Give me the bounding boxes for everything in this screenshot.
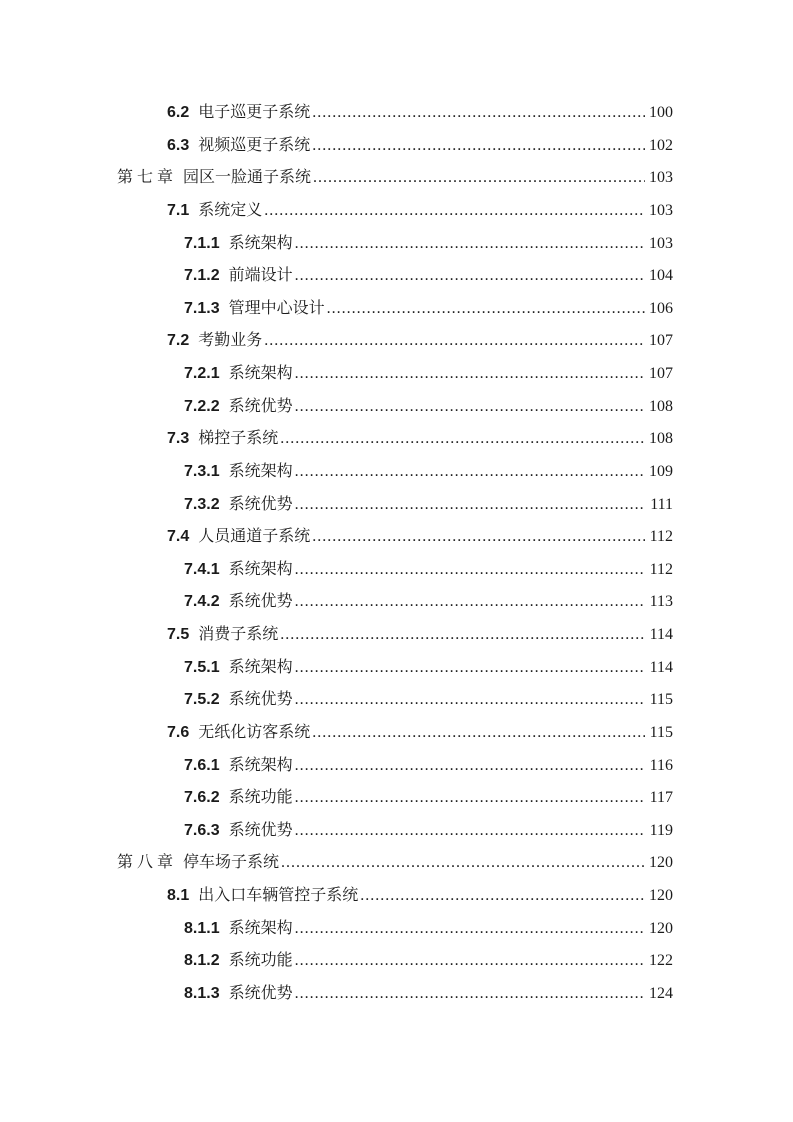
toc-entry[interactable]	[117, 293, 673, 326]
toc-page-number: 120	[649, 854, 673, 872]
toc-entry-title: 系统定义	[198, 201, 263, 219]
dot-leader	[295, 358, 645, 391]
toc-page-number: 106	[649, 299, 673, 317]
dot-leader	[295, 586, 645, 619]
toc-entry-title: 前端设计	[228, 267, 293, 285]
toc-entry-title: 系统优势	[228, 593, 293, 611]
toc-entry-title: 系统架构	[228, 560, 293, 578]
dot-leader	[295, 750, 645, 783]
toc-entry[interactable]	[117, 489, 673, 522]
toc-page-number: 103	[649, 201, 673, 219]
dot-leader	[295, 260, 645, 293]
dot-leader	[280, 619, 645, 652]
dot-leader	[312, 521, 645, 554]
toc-entry-title: 系统功能	[228, 952, 293, 970]
dot-leader	[295, 815, 645, 848]
toc-entry-number: 7.4.2	[184, 593, 220, 611]
toc-entry[interactable]	[117, 260, 673, 293]
toc-page-number: 124	[649, 984, 673, 1002]
toc-entry[interactable]	[117, 97, 673, 130]
toc-entry[interactable]	[117, 358, 673, 391]
toc-entry-number: 7.5.1	[184, 658, 220, 676]
toc-page-number: 109	[649, 462, 673, 480]
toc-entry-number: 8.1.2	[184, 952, 220, 970]
toc-entry[interactable]	[117, 228, 673, 261]
toc-entry[interactable]	[117, 195, 673, 228]
toc-page-number: 108	[649, 430, 673, 448]
toc-page-number: 107	[649, 365, 673, 382]
toc-entry-title: 系统功能	[228, 789, 293, 807]
toc-page-number: 100	[649, 104, 673, 121]
toc-entry-number: 7.5	[167, 626, 190, 643]
toc-entry-number: 6.2	[167, 104, 190, 121]
toc-entry[interactable]	[117, 978, 673, 1011]
dot-leader	[327, 293, 645, 326]
toc-entry-number: 7.1.1	[184, 234, 220, 252]
toc-entry[interactable]	[117, 652, 673, 685]
toc-entry-number: 8.1.1	[184, 919, 220, 937]
toc-page-number: 120	[649, 919, 673, 937]
toc-entry-title: 系统优势	[228, 397, 293, 415]
toc-entry-number: 7.6	[167, 723, 190, 741]
toc-page-number: 112	[649, 560, 673, 578]
toc-entry-number: 第 七 章	[117, 169, 174, 187]
dot-leader	[295, 391, 645, 424]
toc-entry-title: 消费子系统	[198, 626, 279, 643]
dot-leader	[312, 130, 645, 163]
toc-entry-title: 考勤业务	[198, 332, 263, 350]
toc-entry-title: 管理中心设计	[228, 299, 325, 317]
toc-page-number: 122	[649, 952, 673, 970]
toc-page-number: 103	[649, 169, 673, 187]
toc-entry-title: 系统架构	[228, 658, 293, 676]
toc-page-number: 117	[649, 789, 673, 807]
toc-entry[interactable]	[117, 815, 673, 848]
toc-page-number: 115	[649, 723, 673, 741]
toc-entry[interactable]	[117, 456, 673, 489]
toc-page-number: 107	[649, 332, 673, 350]
toc-entry-title: 视频巡更子系统	[198, 136, 311, 154]
toc-page-number: 114	[649, 658, 673, 676]
toc-entry[interactable]	[117, 684, 673, 717]
toc-entry-title: 停车场子系统	[183, 854, 280, 872]
toc-entry[interactable]	[117, 782, 673, 815]
dot-leader	[264, 325, 645, 358]
toc-page-number: 111	[650, 495, 673, 513]
toc-page-number: 119	[649, 821, 673, 839]
toc-entry-number: 7.1	[167, 201, 190, 219]
toc-entry-title: 系统优势	[228, 691, 293, 709]
toc-entry-title: 系统优势	[228, 984, 293, 1002]
toc-entry-title: 梯控子系统	[198, 430, 279, 448]
toc-entry-number: 7.3.1	[184, 462, 220, 480]
toc-entry-number: 7.2	[167, 332, 190, 350]
toc-entry[interactable]	[117, 521, 673, 554]
toc-page-number: 115	[649, 691, 673, 709]
toc-entry-title: 系统架构	[228, 919, 293, 937]
toc-entry-number: 7.6.1	[184, 756, 220, 774]
toc-entry-title: 人员通道子系统	[198, 528, 311, 546]
toc-entry-title: 系统架构	[228, 365, 293, 382]
dot-leader	[295, 684, 645, 717]
toc-entry-title: 系统架构	[228, 756, 293, 774]
toc-entry-title: 电子巡更子系统	[198, 104, 311, 121]
toc-entry-number: 7.6.2	[184, 789, 220, 807]
toc-entry-number: 7.2.2	[184, 397, 220, 415]
toc-entry[interactable]	[117, 554, 673, 587]
toc-entry[interactable]	[117, 586, 673, 619]
toc-entry-number: 7.1.2	[184, 267, 220, 285]
dot-leader	[295, 978, 645, 1011]
dot-leader	[295, 913, 645, 946]
toc-entry-title: 出入口车辆管控子系统	[198, 887, 359, 904]
dot-leader	[295, 456, 645, 489]
toc-page-number: 113	[649, 593, 673, 611]
toc-entry-title: 系统优势	[228, 821, 293, 839]
dot-leader	[295, 554, 645, 587]
toc-entry[interactable]	[117, 847, 673, 880]
toc-entry-number: 7.3	[167, 430, 190, 448]
dot-leader	[295, 228, 645, 261]
dot-leader	[281, 847, 645, 880]
toc-entry[interactable]	[117, 130, 673, 163]
toc-entry[interactable]	[117, 880, 673, 913]
dot-leader	[360, 880, 645, 913]
toc-entry[interactable]	[117, 391, 673, 424]
toc-entry-number: 7.6.3	[184, 821, 220, 839]
toc-entry[interactable]	[117, 423, 673, 456]
toc-page-number: 108	[649, 397, 673, 415]
toc-entry[interactable]	[117, 619, 673, 652]
toc-page-number: 102	[649, 136, 673, 154]
toc-entry-number: 7.3.2	[184, 495, 220, 513]
toc-entry[interactable]	[117, 717, 673, 750]
dot-leader	[295, 652, 645, 685]
toc-page-number: 103	[649, 234, 673, 252]
toc-entry-number: 6.3	[167, 136, 190, 154]
dot-leader	[312, 717, 645, 750]
dot-leader	[313, 162, 645, 195]
toc-entry[interactable]	[117, 325, 673, 358]
toc-entry-number: 7.4.1	[184, 560, 220, 578]
dot-leader	[312, 97, 645, 130]
dot-leader	[295, 782, 645, 815]
toc-entry[interactable]	[117, 162, 673, 195]
dot-leader	[264, 195, 645, 228]
toc-entry[interactable]	[117, 913, 673, 946]
toc-page-number: 112	[649, 528, 673, 546]
toc-entry-number: 7.2.1	[184, 365, 220, 382]
toc-entry-number: 7.1.3	[184, 299, 220, 317]
toc-page-number: 116	[649, 756, 673, 774]
toc-entry-title: 系统架构	[228, 234, 293, 252]
toc-entry-number: 8.1.3	[184, 984, 220, 1002]
toc-entry[interactable]	[117, 750, 673, 783]
toc-entry-title: 无纸化访客系统	[198, 723, 311, 741]
dot-leader	[295, 945, 645, 978]
toc-entry-number: 8.1	[167, 887, 190, 904]
dot-leader	[280, 423, 645, 456]
toc-entry-title: 园区一脸通子系统	[183, 169, 312, 187]
dot-leader	[295, 489, 645, 522]
toc-entry-number: 7.5.2	[184, 691, 220, 709]
toc-entry[interactable]	[117, 945, 673, 978]
toc-page-number: 104	[649, 267, 673, 285]
toc-page-number: 114	[649, 626, 673, 643]
toc-entry-number: 7.4	[167, 528, 190, 546]
toc-entry-title: 系统优势	[228, 495, 293, 513]
toc-entry-number: 第 八 章	[117, 854, 174, 872]
toc-entry-title: 系统架构	[228, 462, 293, 480]
toc-page-number: 120	[649, 887, 673, 904]
